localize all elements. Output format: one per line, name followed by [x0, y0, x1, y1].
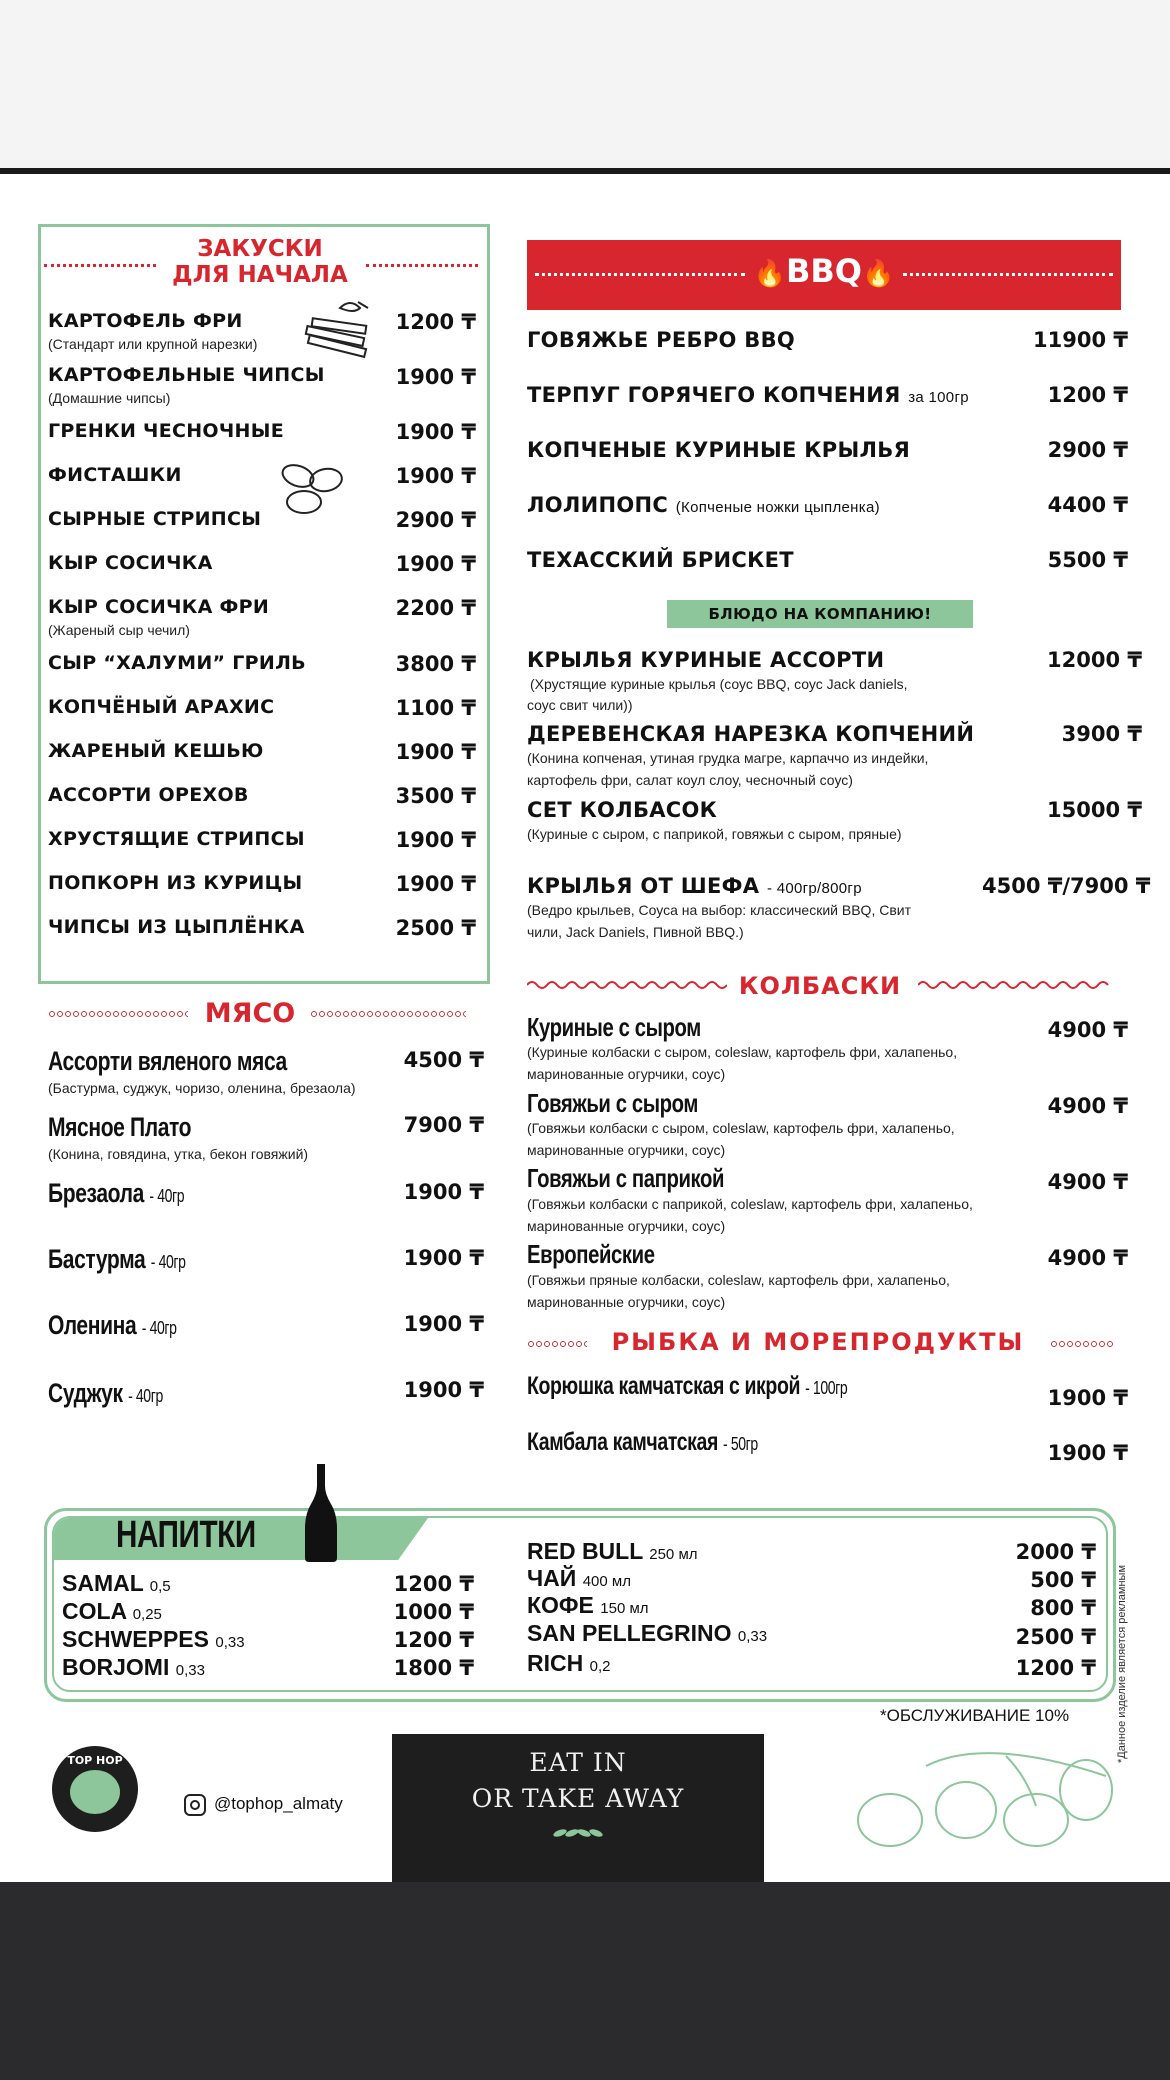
drink-volume: 0,33: [737, 1628, 768, 1645]
meat-title: МЯСО: [204, 998, 296, 1029]
item-name: КРЫЛЬЯ ОТ ШЕФА: [527, 874, 760, 898]
item-note: соус свит чили)): [527, 697, 633, 713]
item-weight: - 50гр: [723, 1434, 758, 1454]
item-price: 500 ₸: [1030, 1568, 1096, 1592]
list-item: Мясное Плато: [48, 1112, 192, 1142]
item-note: (Бастурма, суджук, чоризо, оленина, брезаола): [48, 1080, 356, 1096]
pistachio-icon: [276, 458, 352, 520]
drink-volume: 0,2: [589, 1658, 611, 1675]
item-price: 2500 ₸: [1015, 1625, 1096, 1649]
brand-logo: [52, 1746, 138, 1832]
list-item: ФИСТАШКИ: [48, 464, 182, 486]
drink-name: SAMAL: [62, 1570, 144, 1596]
item-price: 2200 ₸: [395, 596, 476, 620]
item-price: 800 ₸: [1030, 1596, 1096, 1620]
bbq-title: [527, 252, 1121, 290]
eat-in-line2: OR TAKE AWAY: [471, 1784, 685, 1813]
drink-name: RICH: [527, 1650, 584, 1676]
list-item: [62, 1570, 171, 1597]
item-note: маринованные огурчики, соус): [527, 1142, 726, 1158]
item-name: ТЕРПУГ ГОРЯЧЕГО КОПЧЕНИЯ: [527, 383, 901, 407]
item-note: (Говяжьи колбаски с сыром, coleslaw, картофель фри, халапеньо,: [527, 1120, 955, 1136]
item-price: 11900 ₸: [1033, 328, 1128, 352]
list-item: КАРТОФЕЛЬ ФРИ: [48, 310, 243, 332]
list-item: АССОРТИ ОРЕХОВ: [48, 784, 249, 806]
item-note: (Куриные колбаски с сыром, coleslaw, картофель фри, халапеньо,: [527, 1044, 958, 1060]
bbq-header: [527, 240, 1121, 310]
drink-name: SCHWEPPES: [62, 1626, 209, 1652]
item-name: Брезаола: [48, 1178, 144, 1208]
wheat-icon: [540, 1824, 616, 1842]
item-note: (Хрустящие куриные крылья (соус BBQ, соус Jack daniels,: [530, 676, 908, 692]
item-price: 7900 ₸: [403, 1113, 484, 1137]
drink-name: КОФЕ: [527, 1592, 594, 1618]
item-name: ЛОЛИПОПС: [527, 493, 669, 517]
drinks-title: НАПИТКИ: [116, 1514, 256, 1556]
list-item: ГРЕНКИ ЧЕСНОЧНЫЕ: [48, 420, 285, 442]
item-weight: - 40гр: [128, 1386, 163, 1406]
item-note: (Ведро крыльев, Соуса на выбор: классический BBQ, Свит: [527, 902, 912, 918]
item-price: 2000 ₸: [1015, 1540, 1096, 1564]
drink-name: RED BULL: [527, 1538, 643, 1564]
item-price: 1800 ₸: [393, 1656, 474, 1680]
seafood-title: РЫБКА И МОРЕПРОДУКТЫ: [611, 1328, 1025, 1356]
item-price: 1900 ₸: [1047, 1441, 1128, 1465]
item-weight: - 40гр: [150, 1252, 186, 1272]
item-price: 1200 ₸: [393, 1628, 474, 1652]
list-item: [48, 1378, 163, 1409]
instagram-handle[interactable]: @tophop_almaty: [214, 1794, 343, 1813]
item-price: 4500 ₸: [403, 1048, 484, 1072]
list-item: ЧИПСЫ ИЗ ЦЫПЛЁНКА: [48, 916, 305, 938]
list-item: Говяжьи с сыром: [527, 1088, 699, 1118]
list-item: ПОПКОРН ИЗ КУРИЦЫ: [48, 872, 303, 894]
item-price: 4400 ₸: [1047, 493, 1128, 517]
item-price: 3500 ₸: [395, 784, 476, 808]
bbq-title-text: BBQ: [786, 252, 862, 290]
item-price: 4900 ₸: [1047, 1170, 1128, 1194]
item-weight: - 40гр: [141, 1318, 177, 1338]
item-price: 1900 ₸: [403, 1312, 484, 1336]
drink-name: BORJOMI: [62, 1654, 170, 1680]
item-price: 4500 ₸/7900 ₸: [982, 874, 1151, 898]
item-price: 12000 ₸: [1047, 648, 1142, 672]
drink-volume: 0,33: [215, 1634, 245, 1651]
company-badge: БЛЮДО НА КОМПАНИЮ!: [667, 600, 973, 628]
item-price: 4900 ₸: [1047, 1246, 1128, 1270]
item-name: Оленина: [48, 1310, 137, 1340]
list-item: СЫР “ХАЛУМИ” ГРИЛЬ: [48, 652, 306, 674]
list-item: Европейские: [527, 1239, 655, 1269]
drink-name: SAN PELLEGRINO: [527, 1620, 732, 1646]
item-price: 1900 ₸: [395, 420, 476, 444]
list-item: ГОВЯЖЬЕ РЕБРО BBQ: [527, 328, 796, 352]
list-item: КЫР СОСИЧКА: [48, 552, 213, 574]
list-item: [527, 383, 969, 407]
item-price: 5500 ₸: [1047, 548, 1128, 572]
item-note: маринованные огурчики, соус): [527, 1294, 726, 1310]
list-item: [48, 1244, 186, 1275]
item-name: Бастурма: [48, 1244, 146, 1274]
drink-volume: 0,25: [132, 1606, 162, 1623]
instagram-icon: [184, 1794, 206, 1816]
item-price: 3800 ₸: [395, 652, 476, 676]
drink-volume: 250 мл: [649, 1546, 698, 1563]
item-note: (Стандарт или крупной нарезки): [48, 336, 258, 352]
divider: [310, 1010, 466, 1018]
item-price: 1900 ₸: [395, 828, 476, 852]
list-item: ТЕХАССКИЙ БРИСКЕТ: [527, 548, 794, 572]
list-item: [527, 1565, 631, 1592]
bottom-bar: [0, 1882, 1170, 2080]
item-price: 4900 ₸: [1047, 1094, 1128, 1118]
item-price: 3900 ₸: [1061, 722, 1142, 746]
snacks-title-line1: ЗАКУСКИ: [197, 236, 323, 262]
drink-name: COLA: [62, 1598, 127, 1624]
item-weight: - 100гр: [805, 1378, 848, 1398]
item-price: 2900 ₸: [395, 508, 476, 532]
snacks-title-line2: ДЛЯ НАЧАЛА: [172, 262, 348, 288]
item-price: 1200 ₸: [1015, 1656, 1096, 1680]
item-price: 1900 ₸: [403, 1246, 484, 1270]
eat-in-line1: EAT IN: [529, 1748, 627, 1777]
list-item: КРЫЛЬЯ КУРИНЫЕ АССОРТИ: [527, 648, 885, 672]
item-price: 1900 ₸: [403, 1378, 484, 1402]
flame-icon: 🔥: [861, 259, 895, 289]
item-weight: (Копченые ножки цыпленка): [675, 499, 880, 516]
drink-volume: 0,33: [175, 1662, 205, 1679]
list-item: КОПЧЁНЫЙ АРАХИС: [48, 696, 275, 718]
item-price: 1100 ₸: [395, 696, 476, 720]
list-item: [48, 1178, 184, 1209]
list-item: [527, 1592, 649, 1619]
drink-volume: 400 мл: [582, 1573, 631, 1590]
item-price: 1000 ₸: [393, 1600, 474, 1624]
item-note: (Говяжьи колбаски с паприкой, coleslaw, картофель фри, халапеньо,: [527, 1196, 973, 1212]
sausages-title: КОЛБАСКИ: [738, 972, 902, 1000]
list-item: [62, 1598, 162, 1625]
item-note: (Куриные с сыром, с паприкой, говяжьи с сыром, пряные): [527, 826, 902, 842]
item-price: 1900 ₸: [395, 464, 476, 488]
item-note: (Говяжьи пряные колбаски, coleslaw, картофель фри, халапеньо,: [527, 1272, 950, 1288]
item-price: 2500 ₸: [395, 916, 476, 940]
item-name: Суджук: [48, 1378, 123, 1408]
item-note: (Домашние чипсы): [48, 390, 171, 406]
logo-text: TOP HOP: [67, 1754, 123, 1767]
item-note: маринованные огурчики, соус): [527, 1218, 726, 1234]
item-price: 1900 ₸: [403, 1180, 484, 1204]
list-item: КАРТОФЕЛЬНЫЕ ЧИПСЫ: [48, 364, 325, 386]
item-price: 1900 ₸: [395, 365, 476, 389]
list-item: КЫР СОСИЧКА ФРИ: [48, 596, 270, 618]
item-note: (Жареный сыр чечил): [48, 622, 190, 638]
divider: [1050, 1340, 1114, 1348]
list-item: [527, 874, 862, 898]
fries-icon: [300, 296, 376, 366]
divider: [527, 1340, 587, 1348]
item-price: 1200 ₸: [1047, 383, 1128, 407]
item-note: картофель фри, салат коул слоу, чесночный соус): [527, 772, 853, 788]
list-item: ХРУСТЯЩИЕ СТРИПСЫ: [48, 828, 305, 850]
list-item: [527, 1372, 847, 1401]
item-weight: - 400гр/800гр: [766, 880, 862, 897]
item-note: (Конина, говядина, утка, бекон говяжий): [48, 1146, 309, 1162]
status-area: [0, 0, 1170, 168]
list-item: [527, 1538, 698, 1565]
item-price: 1200 ₸: [393, 1572, 474, 1596]
drink-name: ЧАЙ: [527, 1565, 577, 1591]
item-note: (Конина копченая, утиная грудка магре, карпаччо из индейки,: [527, 750, 929, 766]
divider: [366, 264, 478, 267]
divider: [44, 264, 156, 267]
list-item: [527, 493, 880, 517]
item-weight: за 100гр: [908, 389, 969, 406]
divider: [527, 978, 727, 992]
item-price: 1200 ₸: [395, 310, 476, 334]
item-price: 1900 ₸: [395, 552, 476, 576]
divider: [48, 1010, 188, 1018]
flame-icon: 🔥: [753, 259, 786, 289]
bottle-icon: [304, 1464, 338, 1562]
item-price: 4900 ₸: [1047, 1018, 1128, 1042]
list-item: ЖАРЕНЫЙ КЕШЬЮ: [48, 740, 264, 762]
item-note: чили, Jack Daniels, Пивной BBQ.): [527, 924, 744, 940]
hops-icon: [846, 1736, 1126, 1856]
disclaimer: *Данное изделие является рекламным: [1116, 1564, 1128, 1764]
list-item: КОПЧЕНЫЕ КУРИНЫЕ КРЫЛЬЯ: [527, 438, 911, 462]
list-item: Говяжьи с паприкой: [527, 1163, 725, 1193]
service-charge: *ОБСЛУЖИВАНИЕ 10%: [880, 1706, 1070, 1725]
list-item: СЕТ КОЛБАСОК: [527, 798, 718, 822]
snacks-title: [150, 236, 370, 288]
hop-icon: [70, 1770, 120, 1814]
item-price: 2900 ₸: [1047, 438, 1128, 462]
drink-volume: 150 мл: [600, 1600, 649, 1617]
list-item: [62, 1626, 245, 1653]
list-item: ДЕРЕВЕНСКАЯ НАРЕЗКА КОПЧЕНИЙ: [527, 722, 975, 746]
item-weight: - 40гр: [149, 1186, 185, 1206]
list-item: [527, 1620, 767, 1647]
list-item: Ассорти вяленого мяса: [48, 1046, 287, 1076]
list-item: [527, 1428, 758, 1457]
item-name: Корюшка камчатская с икрой: [527, 1372, 801, 1400]
list-item: [62, 1654, 205, 1681]
list-item: [48, 1310, 177, 1341]
item-price: 1900 ₸: [395, 740, 476, 764]
divider: [918, 978, 1114, 992]
list-item: Куриные с сыром: [527, 1012, 701, 1042]
drink-volume: 0,5: [149, 1578, 171, 1595]
item-note: маринованные огурчики, соус): [527, 1066, 726, 1082]
list-item: [527, 1650, 610, 1677]
item-price: 15000 ₸: [1047, 798, 1142, 822]
item-name: Камбала камчатская: [527, 1428, 718, 1456]
item-price: 1900 ₸: [395, 872, 476, 896]
item-price: 1900 ₸: [1047, 1386, 1128, 1410]
list-item: СЫРНЫЕ СТРИПСЫ: [48, 508, 262, 530]
